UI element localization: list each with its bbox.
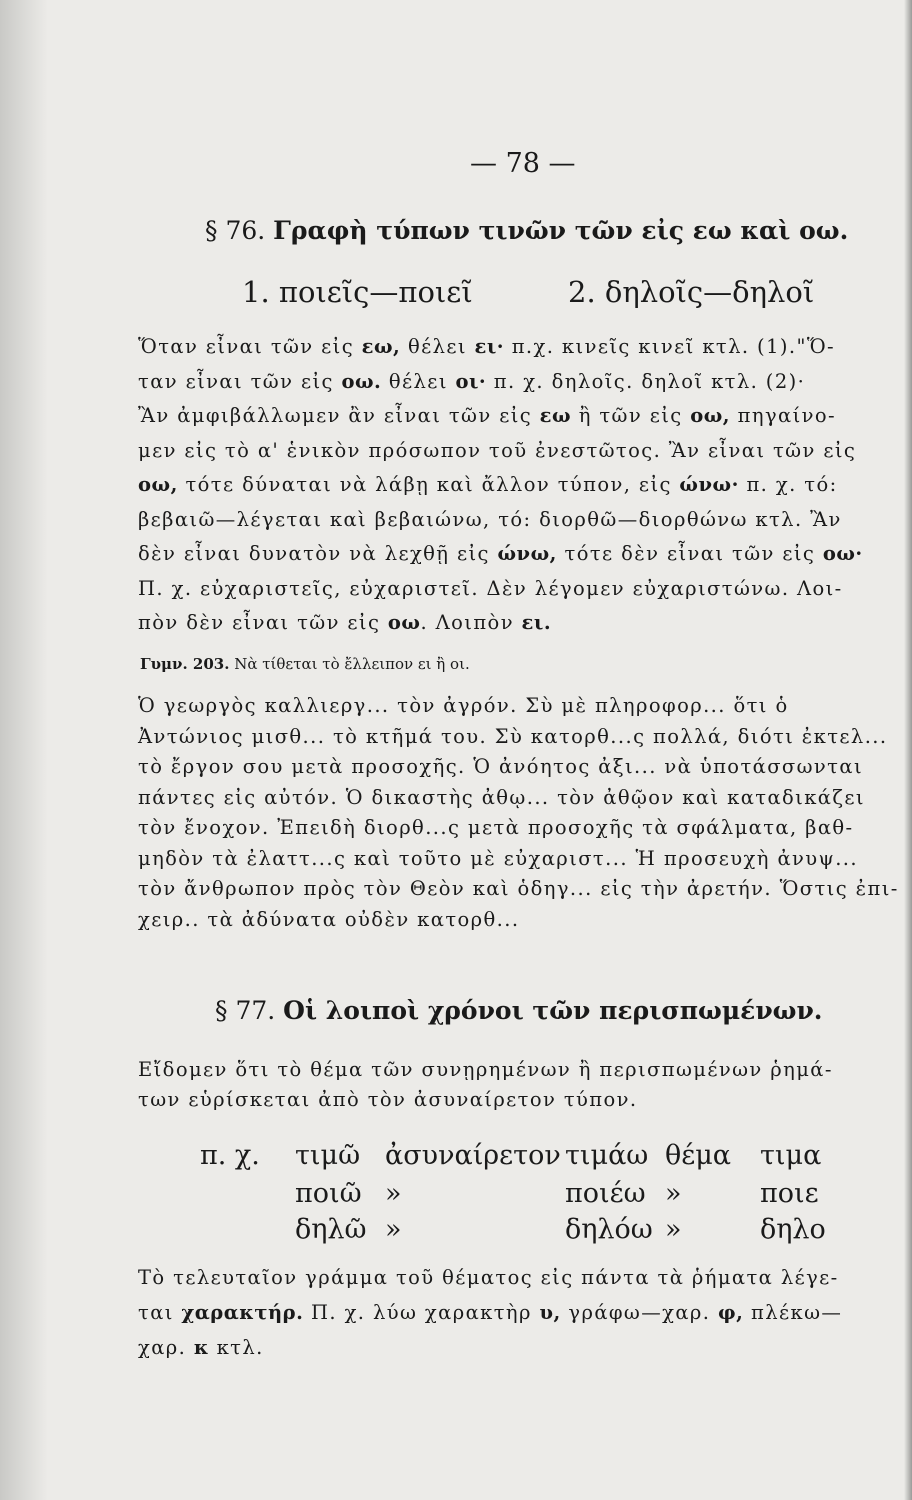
text-segment: π. χ. δηλοῖς. δηλοῖ κτλ. (2)· <box>486 369 806 393</box>
exercise-line: χειρ.. τὰ ἀδύνατα οὐδὲν κατορθ... <box>138 907 520 931</box>
paragraph-line <box>138 475 838 495</box>
bold-term: φ, <box>717 1301 744 1324</box>
paragraph-line <box>138 337 835 357</box>
text-segment: θέλει <box>381 369 456 393</box>
paragraph-line: των εὑρίσκεται ἀπὸ τὸν ἀσυναίρετον τύπον. <box>138 1088 638 1111</box>
exercise-label: Γυμν. 203. <box>140 655 230 673</box>
table-cell: » <box>665 1178 682 1209</box>
section-76-number: § 76. <box>205 216 266 245</box>
paragraph-line <box>138 1268 839 1288</box>
paragraph-line <box>138 576 843 600</box>
text-segment: χαρ. <box>138 1336 194 1359</box>
exercise-line: τὸν ἔνοχον. Ἐπειδὴ διορθ...ς μετὰ προσοχῆς τὰ σφάλματα, βαθ- <box>138 816 854 839</box>
text-segment: τότε δὲν εἶναι τῶν εἰς <box>556 542 823 565</box>
text-segment: Ὅταν εἶναι τῶν εἰς <box>138 335 362 358</box>
bold-term: υ, <box>539 1301 561 1324</box>
paragraph-line <box>138 507 842 531</box>
bold-term: εω, <box>361 335 401 358</box>
table-cell: » <box>665 1214 682 1245</box>
bold-term: οω <box>387 611 421 634</box>
table-cell: δηλο <box>760 1214 826 1245</box>
text-segment: ταν εἶναι τῶν εἰς <box>138 369 342 393</box>
section-77-number: § 77. <box>215 996 276 1025</box>
exercise-line: Ἀντώνιος μισθ... τὸ κτῆμά του. Σὺ κατορθ...ς πολλά, διότι ἐκτελ... <box>138 724 888 748</box>
subheading-left: 1. ποιεῖς—ποιεῖ <box>242 275 473 309</box>
bold-term: οω, <box>690 404 731 427</box>
bold-term: οω, <box>138 473 178 496</box>
text-segment: . Λοιπὸν <box>420 611 522 634</box>
paragraph-line <box>138 1338 264 1358</box>
exercise-line: μηδὸν τὰ ἐλαττ...ς καὶ τοῦτο μὲ εὐχαριστ... Ἡ προσευχὴ ἀνυψ... <box>138 846 859 870</box>
text-segment: πὸν δὲν εἶναι τῶν εἰς <box>138 611 388 634</box>
section-77-heading <box>215 998 823 1023</box>
bold-term: ώνω, <box>497 542 557 565</box>
text-segment: τότε δύναται νὰ λάβῃ καὶ ἄλλον τύπον, εἰς <box>177 473 680 496</box>
paragraph-line: Εἴδομεν ὅτι τὸ θέμα τῶν συνῃρημένων ἢ περισπωμένων ῥημά- <box>138 1058 833 1081</box>
text-segment: Π. χ. εὐχαριστεῖς, εὐχαριστεῖ. Δὲν λέγομεν εὐχαριστώνω. Λοι- <box>138 576 843 600</box>
bold-term: ώνω· <box>679 473 739 496</box>
exercise-line: πάντες εἰς αὐτόν. Ὁ δικαστὴς ἀθῳ... τὸν ἀθῷον καὶ καταδικάζει <box>138 785 865 809</box>
table-cell: θέμα <box>665 1140 732 1171</box>
page-number: — 78 — <box>470 148 576 179</box>
text-segment: γράφω—χαρ. <box>560 1301 718 1324</box>
bold-term: κ <box>193 1336 209 1359</box>
table-cell: » <box>385 1214 402 1245</box>
table-label: π. χ. <box>200 1140 260 1171</box>
exercise-line: τὸ ἔργον σου μετὰ προσοχῆς. Ὁ ἀνόητος ἀξι... νὰ ὑποτάσσωνται <box>138 755 863 778</box>
text-segment: Π. χ. λύω χαρακτὴρ <box>303 1301 540 1324</box>
bold-term: ει. <box>521 611 552 634</box>
exercise-heading <box>140 657 470 672</box>
text-segment: ται <box>138 1301 182 1324</box>
text-segment: πηγαίνο- <box>730 404 837 427</box>
paragraph-line <box>138 369 806 393</box>
table-cell: τιμάω <box>565 1140 649 1171</box>
section-77-title: Οἱ λοιποὶ χρόνοι τῶν περισπωμένων. <box>283 996 823 1025</box>
table-cell: δηλῶ <box>295 1214 367 1245</box>
text-segment: π. χ. τό: <box>738 473 838 496</box>
bold-term: οι· <box>455 369 487 393</box>
paragraph-line <box>138 406 836 426</box>
exercise-line: τὸν ἄνθρωπον πρὸς τὸν Θεὸν καὶ ὁδηγ... εἰς τὴν ἀρετήν. Ὅστις ἐπι- <box>138 877 899 900</box>
table-cell: ποιῶ <box>295 1178 362 1209</box>
text-segment: μεν εἰς τὸ α' ἑνικὸν πρόσωπον τοῦ ἐνεστῶτος. Ἂν εἶναι τῶν εἰς <box>138 438 857 462</box>
paragraph-line <box>138 544 863 564</box>
text-segment: πλέκω— <box>743 1301 843 1324</box>
page-gutter-shadow <box>0 0 48 1500</box>
bold-term: εω <box>539 404 572 427</box>
table-cell: ποιέω <box>565 1178 646 1209</box>
table-cell: τιμῶ <box>295 1140 361 1171</box>
section-76-heading <box>205 218 848 243</box>
text-segment: Ἂν ἀμφιβάλλωμεν ἂν εἶναι τῶν εἰς <box>138 404 540 427</box>
page-edge-shadow <box>904 0 912 1500</box>
bold-term: οω. <box>341 369 382 393</box>
text-segment: κτλ. <box>208 1336 264 1359</box>
paragraph-line <box>138 438 857 462</box>
text-segment: Τὸ τελευταῖον γράμμα τοῦ θέματος εἰς πάντα τὰ ῥήματα λέγε- <box>138 1266 839 1289</box>
text-segment: δὲν εἶναι δυνατὸν νὰ λεχθῇ εἰς <box>138 542 498 565</box>
bold-term: ει· <box>474 335 505 358</box>
text-segment: ἢ τῶν εἰς <box>571 404 691 427</box>
text-segment: θέλει <box>400 335 475 358</box>
subheading-right: 2. δηλοῖς—δηλοῖ <box>568 275 815 309</box>
table-cell: ποιε <box>760 1178 819 1209</box>
exercise-instruction: Νὰ τίθεται τὸ ἔλλειπον ει ἢ οι. <box>234 655 470 673</box>
text-segment: βεβαιῶ—λέγεται καὶ βεβαιώνω, τό: διορθῶ—διορθώνω κτλ. Ἂν <box>138 507 842 531</box>
text-segment: π.χ. κινεῖς κινεῖ κτλ. (1)."Ὅ- <box>504 335 836 358</box>
table-cell: » <box>385 1178 402 1209</box>
paragraph-line <box>138 613 551 633</box>
table-cell: ἀσυναίρετον <box>385 1140 561 1171</box>
table-cell: τιμα <box>760 1140 822 1171</box>
paragraph-line <box>138 1303 842 1323</box>
bold-term: χαρακτήρ. <box>181 1301 304 1324</box>
exercise-line: Ὁ γεωργὸς καλλιεργ... τὸν ἀγρόν. Σὺ μὲ πληροφορ... ὅτι ὁ <box>138 694 789 717</box>
table-cell: δηλόω <box>565 1214 653 1245</box>
bold-term: οω· <box>822 542 863 565</box>
section-76-title: Γραφὴ τύπων τινῶν τῶν εἰς εω καὶ οω. <box>273 216 849 245</box>
